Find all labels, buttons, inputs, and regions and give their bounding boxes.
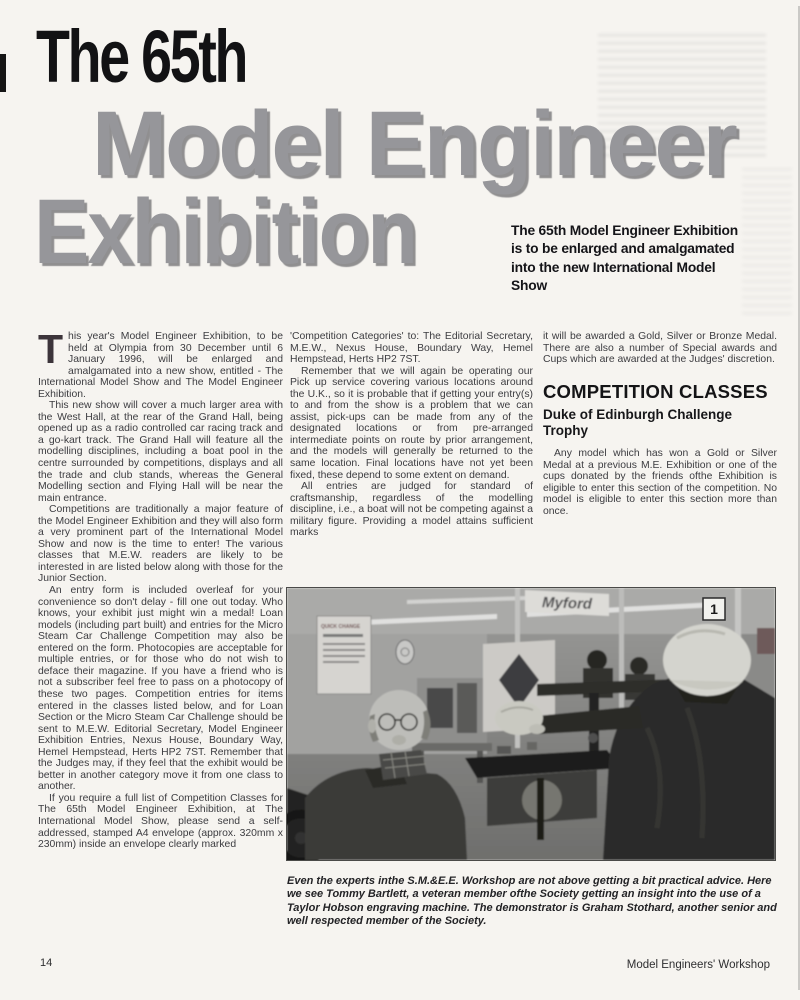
background-visitor-head [587,650,607,670]
base-rod [537,778,544,840]
spindle [588,733,598,743]
paragraph-text: his year's Model Engineer Exhibition, to be held at Olympia from 30 December until 6 January 1996, will be enlarged and amalgamated into a new show, entitled - The International Model Show and The Model Engineer Exhibition. [38,331,283,400]
poster-line [323,649,365,651]
paragraph: This new show will cover a much larger area with the West Hall, at the rear of the Grand Hall, being opened up as a radio controlled car racing track and a go-kart track. The Grand Hall will feature all the modelling disciplines, including a boat pool in the centre surrounded by competitions, displays and all the trade and club stands, whereas the General Modelling section and Flying Hall will be near the main entrance. [38,400,283,504]
article-column-2 [290,331,533,539]
oval-sign [396,640,414,664]
article-column-1 [38,326,283,851]
poster-line [323,634,363,637]
poster-text: QUICK CHANGE [321,624,361,630]
paragraph: All entries are judged for standard of craftsmanship, regardless of the modelling discipline, i.e., a boat will not be competing against a military figure. Providing a model attains sufficient marks [290,481,533,539]
section-heading: COMPETITION CLASSES [543,380,768,402]
paragraph: An entry form is included overleaf for your convenience so don't delay - fill one out today. Who knows, your exhibit just might win a medal! Loan models (including part built) and entries for the Micro Steam Car Challenge Competition may also be entered on the form. Photocopies are acceptable for multiple entries, or for those who do not wish to deface their magazine. If you have a friend who is not a subscriber feel free to pass on a photocopy of these two pages. Competition entries for items entered in the classes listed below, and for Loan Section or the Micro Steam Car Challenge should be sent to M.E.W. Editorial Secretary, Model Engineer Exhibition Entries, Nexus House, Boundary Way, Hemel Hempstead, Herts HP2 7ST. Remember that the Judges may, if they feel that the exhibit would be better in another category move it from one class to another. [38,585,283,793]
figure-badge [703,598,725,620]
poster-line [323,661,359,663]
bench [412,743,492,751]
poster-line [323,655,365,657]
standfirst: The 65th Model Engineer Exhibition is to be enlarged and amalgamated into the new International Model Show [511,223,738,294]
paragraph: If you require a full list of Competition Classes for The 65th Model Engineer Exhibition, at The International Model Show, please send a self-addressed, stamped A4 envelope (approx. 320mm x 230mm) inside an envelope clearly marked [38,792,283,851]
left-man-ear [368,719,376,733]
poster-line [323,643,365,645]
paragraph: it will be awarded a Gold, Silver or Bronze Medal. There are also a number of Special awards and Cups which are awarded at the Judges' discretion. [543,331,777,366]
title-line-2: Model Engineer [92,93,736,195]
title-line-3: Exhibition [34,181,417,283]
gloved-thumb [529,724,545,734]
display-machine [427,688,453,728]
article-column-3 [543,331,777,517]
workpiece [497,746,511,754]
title-line-1: The 65th [36,15,247,98]
paragraph: Remember that we will again be operating our Pick up service covering various locations around the U.K., so it is probable that if getting your entry(s) to and from the show is a problem that we can assist, pick-ups can be made from any of the designated locations or from pre-arranged intermediate points on route by prior arrangement, and the models will generally be returned to the same location. Final locations have not yet been fixed, these depend to some extent on demand. [290,365,533,481]
figure-number: 1 [710,601,718,617]
myford-banner-text: Myford [541,594,593,613]
photo-caption: Even the experts inthe S.M.&E.E. Workshop are not above getting a bit practical advice. Here we see Tommy Bartlett, a veteran member ofthe Society getting an insight into the use of a Taylor Hobson engraving machine. The demonstrator is Graham Stothard, another senior and well respected member of the Society. [287,875,777,928]
workpiece [527,742,537,750]
drop-cap: T [38,326,64,372]
paragraph-lead [38,326,283,400]
magazine-title: Model Engineers' Workshop [626,959,770,971]
paragraph: Any model which has won a Gold or Silver Medal at a previous M.E. Exhibition or one of the cups donated by the friends ofthe Exhibition is eligible to enter this section of the competition. No model is eligible to enter this section more than once. [543,448,777,517]
scan-edge-mark [0,54,6,92]
small-myford-sign [757,628,775,654]
display-machine [457,683,477,733]
page-number: 14 [40,957,53,969]
page-showthrough-ghost [742,168,792,318]
workshop-photo [287,588,775,860]
paragraph: Competitions are traditionally a major feature of the Model Engineer Exhibition and they will also form a very prominent part of the International Model Show and now is the time to enter! The various classes that M.E.W. readers are likely to be interested in are listed below along with those for the Junior Section. [38,504,283,585]
left-man-chin-shadow [392,735,406,745]
sub-heading: Duke of Edinburgh Challenge Trophy [543,407,733,438]
background-visitor-head [630,657,648,675]
photo-scene [287,588,775,860]
paragraph: 'Competition Categories' to: The Editorial Secretary, M.E.W., Nexus House, Boundary Way, Hemel Hempstead, Herts HP2 7ST. [290,331,533,366]
